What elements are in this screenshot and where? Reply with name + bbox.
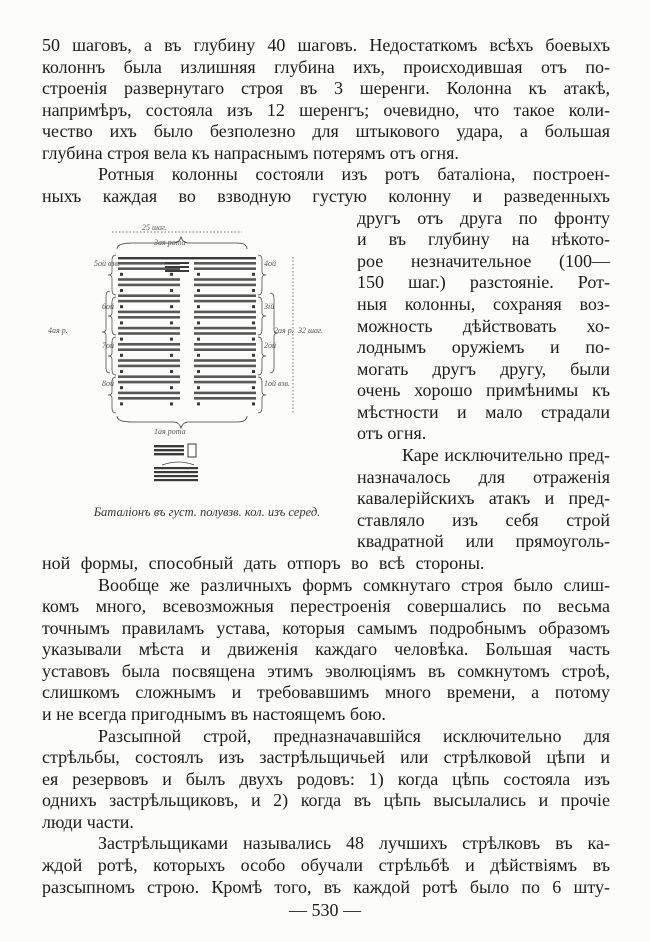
marker-dot	[197, 273, 200, 276]
column-text-line: ныя колонны, сохраняя воз-	[357, 293, 610, 314]
aux-diagram-bar	[154, 449, 184, 451]
marker-dot	[170, 273, 173, 276]
formation-diagram	[42, 203, 347, 533]
rank-bar	[118, 343, 180, 346]
center-group-bar	[165, 270, 189, 272]
body-text-line: Вообще же различныхъ формъ сомкнутаго строя было слиш-	[98, 574, 610, 595]
body-text-line: Разсыпной строй, предназначавшійся исключительно для	[98, 725, 610, 746]
marker-dot	[170, 321, 173, 324]
column-text-line: квадратной или прямоуголь-	[357, 531, 610, 552]
marker-dot	[120, 354, 123, 357]
rank-bar	[194, 332, 256, 335]
column-text-line: очень хорошо примѣнимы къ	[357, 380, 610, 401]
body-text-line: Ротныя колонны состояли изъ ротъ баталіона, построен-	[98, 164, 610, 185]
rank-bar	[118, 300, 180, 303]
column-text-line: мѣстности и мало страдали	[357, 401, 610, 422]
marker-dot	[252, 273, 255, 276]
body-text-line: 50 шаговъ, а въ глубину 40 шаговъ. Недостаткомъ всѣхъ боевыхъ	[42, 35, 610, 55]
marker-dot	[120, 386, 123, 389]
right-company-label: 2ая р.	[274, 326, 294, 335]
rank-bar	[194, 311, 256, 314]
marker-dot	[197, 321, 200, 324]
marker-dot	[170, 305, 173, 308]
body-text-line: ея резервовъ и былъ двухъ родовъ: 1) когда цѣпь состояла изъ	[42, 768, 610, 789]
body-text-line: ныхъ каждая во взводную густую колонну и разведенныхъ	[42, 186, 610, 207]
rank-bar	[194, 262, 256, 265]
body-text-line: стрѣльбы, состоялъ изъ застрѣльщичьей или стрѣлковой цѣпи и	[42, 747, 610, 768]
aux-diagram-square	[188, 444, 196, 457]
rank-bar	[118, 294, 180, 297]
right-platoon-label: 2ой	[264, 341, 276, 350]
marker-dot	[197, 370, 200, 373]
body-text-line: и не всегда пригоднымъ въ настоящемъ бою.	[42, 703, 386, 724]
left-platoon-label: 7ой	[102, 341, 114, 350]
aux-diagram-bar	[154, 453, 184, 455]
body-text-line: комъ много, всевозможныя перестроенія совершались по весьма	[42, 596, 610, 617]
column-text-line: 150 шаг.) разстояніе. Рот-	[357, 272, 610, 293]
rank-bar	[194, 284, 256, 287]
marker-dot	[120, 338, 123, 341]
rank-bar	[194, 381, 256, 384]
body-text-line: глубина строя вела къ напраснымъ потерямъ отъ огня.	[42, 142, 459, 163]
left-platoon-label: 5ой взв.	[94, 259, 120, 268]
marker-dot	[170, 370, 173, 373]
rank-bar	[118, 365, 180, 368]
center-group-bar	[165, 266, 189, 268]
marker-dot	[252, 289, 255, 292]
marker-dot	[252, 338, 255, 341]
column-text-line: отъ огня.	[357, 423, 427, 444]
body-text-line: слишкомъ сложнымъ и требовавшимъ много времени, а потому	[42, 682, 610, 703]
marker-dot	[197, 402, 200, 405]
marker-dot	[120, 289, 123, 292]
left-platoon-label: 6ой	[102, 302, 114, 311]
width-label: 25 шаг.	[142, 223, 168, 232]
aux-diagram-bar	[154, 445, 184, 447]
right-platoon-label: 1ой взв.	[264, 379, 290, 388]
rank-bar	[118, 397, 180, 400]
marker-dot	[170, 354, 173, 357]
rank-bar	[118, 332, 180, 335]
rank-bar	[194, 348, 256, 351]
body-text-line: указывали мѣста и движенія каждаго человѣка. Большая часть	[42, 639, 610, 660]
column-text-line: и въ глубину на нѣкото-	[357, 229, 610, 250]
marker-dot	[197, 289, 200, 292]
rank-bar	[118, 375, 180, 378]
rank-bar	[118, 284, 180, 287]
column-text-line: Каре исключительно пред-	[402, 445, 610, 466]
right-platoon-label: 3ій	[264, 302, 275, 311]
column-text-line: рое незначительное (100—	[357, 250, 610, 271]
rank-bar	[194, 327, 256, 330]
bottom-company-label: 1ая рота	[154, 427, 186, 436]
aux-diagram-bar	[154, 475, 198, 477]
column-text-line: ставляло изъ себя строй	[357, 509, 610, 530]
rank-bar	[194, 300, 256, 303]
body-text-line: точнымъ правиламъ устава, которыя самымъ подробнымъ образомъ	[42, 617, 610, 638]
marker-dot	[170, 402, 173, 405]
body-text-line: ной формы, способный дать отпоръ во всѣ стороны.	[42, 552, 485, 573]
right-platoon-label: 4ой	[264, 259, 276, 268]
body-text-line: однихъ застрѣльщиковъ, и 2) когда въ цѣпь высылались и прочіе	[42, 790, 610, 811]
rank-bar	[118, 316, 180, 319]
aux-diagram-arc	[162, 462, 194, 465]
aux-diagram-bar	[154, 471, 198, 473]
marker-dot	[197, 338, 200, 341]
left-company-label: 4ая р.	[48, 326, 68, 335]
column-text-line: кавалерійскихъ атакъ и пред-	[357, 488, 610, 509]
body-text-line: уставовъ была посвящена этимъ эволюціямъ въ сомкнутомъ строѣ,	[42, 660, 610, 681]
rank-bar	[118, 311, 180, 314]
marker-dot	[120, 321, 123, 324]
rank-bar	[194, 359, 256, 362]
marker-dot	[252, 354, 255, 357]
marker-dot	[252, 370, 255, 373]
body-text-line: ждой ротѣ, которыхъ особо обучали стрѣльбѣ и дѣйствіямъ въ	[42, 855, 610, 876]
rank-bar	[194, 375, 256, 378]
column-text-line: лоднымъ оружіемъ и по-	[357, 337, 610, 358]
marker-dot	[120, 273, 123, 276]
marker-dot	[170, 386, 173, 389]
column-text-line: другъ отъ друга по фронту	[357, 207, 610, 228]
rank-bar	[118, 392, 180, 395]
front-rank-bar	[118, 257, 256, 259]
center-group-bar	[165, 262, 189, 264]
body-text-line: напримѣръ, состояла изъ 12 шеренгъ; очевидно, что такое коли-	[42, 99, 610, 120]
aux-diagram-bar	[154, 467, 198, 469]
marker-dot	[252, 321, 255, 324]
rank-bar	[118, 381, 180, 384]
rank-bar	[118, 278, 180, 281]
marker-dot	[120, 305, 123, 308]
left-platoon-label: 8ой	[102, 379, 114, 388]
column-text-line: можность дѣйствовать хо-	[357, 315, 610, 336]
marker-dot	[120, 402, 123, 405]
battalion-formation-figure	[42, 203, 347, 533]
figure-caption: Баталіонъ въ густ. полувзв. кол. изъ серед.	[93, 505, 321, 519]
rank-bar	[194, 392, 256, 395]
body-text-line: люди части.	[42, 811, 134, 832]
rank-bar	[118, 327, 180, 330]
marker-dot	[197, 386, 200, 389]
rank-bar	[194, 343, 256, 346]
rank-bar	[194, 278, 256, 281]
rank-bar	[194, 365, 256, 368]
marker-dot	[120, 370, 123, 373]
page-number: — 530 —	[289, 900, 361, 920]
depth-label: 32 шаг.	[298, 326, 324, 335]
body-text-line: разсыпномъ строю. Кромѣ того, въ каждой ротѣ было по 6 шту-	[42, 876, 610, 897]
rank-bar	[194, 294, 256, 297]
rank-bar	[194, 397, 256, 400]
aux-diagram-bar	[154, 479, 198, 481]
body-text-line: колоннъ была излишняя глубина ихъ, происходившая отъ по-	[42, 56, 610, 77]
rank-bar	[194, 316, 256, 319]
marker-dot	[197, 354, 200, 357]
body-text-line: чество ихъ было безполезно для штыкового удара, а большая	[42, 121, 610, 142]
column-text-line: могать другъ другу, были	[357, 358, 610, 379]
column-text-line: назначалось для отраженія	[357, 466, 610, 487]
rank-bar	[118, 359, 180, 362]
marker-dot	[197, 305, 200, 308]
rank-bar	[118, 348, 180, 351]
marker-dot	[252, 386, 255, 389]
marker-dot	[170, 289, 173, 292]
body-text-line: Застрѣльщиками назывались 48 лучшихъ стрѣлковъ въ ка-	[98, 833, 610, 854]
marker-dot	[252, 402, 255, 405]
marker-dot	[170, 338, 173, 341]
body-text-line: строенія развернутаго строя въ 3 шеренги. Колонна къ атакѣ,	[42, 78, 610, 99]
marker-dot	[252, 305, 255, 308]
rank-bar	[194, 267, 256, 270]
top-company-label: 3ая рота	[154, 238, 186, 247]
